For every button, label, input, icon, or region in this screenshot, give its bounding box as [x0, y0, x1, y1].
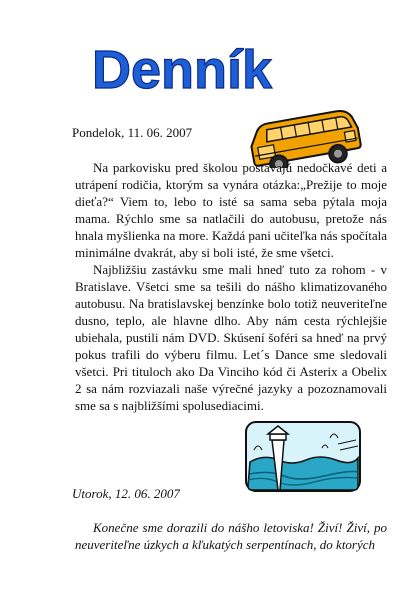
entry-2-paragraph-1: Konečne sme dorazili do nášho letoviska! Živí! Živí, po neuveriteľne úzkych a kľukatých serpentínach, do ktorých	[75, 520, 387, 552]
entry-text-2	[75, 519, 387, 553]
diary-title	[92, 38, 332, 96]
school-bus-icon	[238, 98, 362, 168]
entry-date-1: Pondelok, 11. 06. 2007	[72, 125, 193, 140]
diary-title-text: Denník	[92, 40, 273, 96]
entry-1-paragraph-2: Najbližšiu zastávku sme mali hneď tuto za rohom - v Bratislave. Všetci sme sa tešili do nášho klimatizovaného autobusu. Na bratislavskej benzínke bolo totiž neuveriteľne dusno, teplo, ale hlavne dlho. Aby nám cesta rýchlejšie ubiehala, pustili nám DVD. Skúsení šoféri sa hneď na prvý pokus trafili do výberu filmu. Let´s Dance sme sledovali všetci. Pri tituloch ako Da Vinciho kód či Asterix a Obelix 2 sa nám rozviazali naše výrečné jazyky a pozoznamovali sme sa s najbližšími spolusediacimi.	[75, 262, 387, 413]
entry-date-2: Utorok, 12. 06. 2007	[72, 486, 180, 501]
lighthouse-beach-icon	[244, 420, 362, 493]
entry-1-paragraph-1: Na parkovisku pred školou postávajú nedočkavé deti a utrápení rodičia, ktorým sa vynára otázka:„Prežije to moje dieťa?“ Viem to, lebo to isté sa sama seba pýtala moja mama. Rýchlo sme sa natlačili do autobusu, pretože nás hnala myšlienka na more. Každá pani učiteľka nás spočítala minimálne dvakrát, aby si boli isté, že sme všetci.	[75, 160, 387, 260]
entry-text-1	[75, 159, 387, 414]
